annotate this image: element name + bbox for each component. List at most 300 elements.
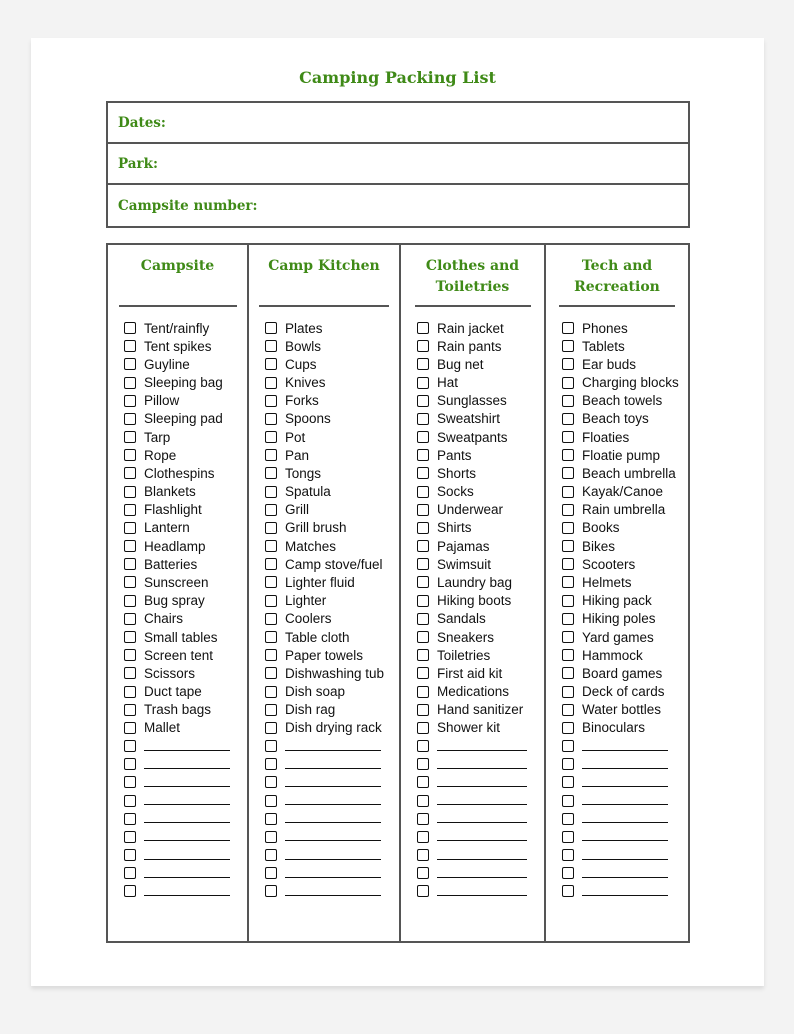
- checkbox[interactable]: [124, 558, 136, 570]
- checklist-item-label: Blankets: [144, 484, 196, 500]
- checklist-item-label: Mallet: [144, 720, 181, 736]
- checkbox[interactable]: [562, 885, 574, 897]
- blank-write-in-line[interactable]: [285, 804, 381, 805]
- checklist-item: [562, 464, 676, 482]
- checklist-item-label: Hand sanitizer: [437, 702, 524, 718]
- checkbox[interactable]: [124, 467, 136, 479]
- checklist-item-label: Charging blocks: [582, 375, 679, 391]
- checklist-item: [417, 337, 528, 355]
- campsite-number-field[interactable]: Campsite number:: [118, 197, 258, 214]
- checkbox[interactable]: [124, 449, 136, 461]
- checkbox[interactable]: [417, 831, 429, 843]
- checkbox[interactable]: [265, 631, 277, 643]
- checkbox[interactable]: [417, 449, 429, 461]
- checkbox[interactable]: [562, 595, 574, 607]
- checkbox[interactable]: [124, 795, 136, 807]
- blank-checklist-item: [562, 846, 670, 864]
- checklist-item: [562, 646, 670, 664]
- checklist-item-label: Tongs: [285, 465, 322, 481]
- checkbox[interactable]: [265, 358, 277, 370]
- checklist-item: [417, 446, 528, 464]
- checklist-item: [265, 537, 381, 555]
- checkbox[interactable]: [265, 413, 277, 425]
- checklist-item-label: Batteries: [144, 556, 198, 572]
- checklist-item-label: Lantern: [144, 520, 190, 536]
- checklist-item-label: Kayak/Canoe: [582, 484, 664, 500]
- checkbox[interactable]: [417, 867, 429, 879]
- checklist-item: [265, 319, 381, 337]
- checklist-item-label: Camp stove/fuel: [285, 556, 383, 572]
- checklist-item-label: Tarp: [144, 429, 171, 445]
- blank-checklist-item: [417, 846, 528, 864]
- checkbox[interactable]: [265, 522, 277, 534]
- blank-write-in-line[interactable]: [437, 786, 527, 787]
- checkbox[interactable]: [417, 340, 429, 352]
- checkbox[interactable]: [265, 395, 277, 407]
- blank-checklist-item: [124, 737, 231, 755]
- blank-write-in-line[interactable]: [285, 877, 381, 878]
- checkbox[interactable]: [124, 758, 136, 770]
- checkbox[interactable]: [265, 340, 277, 352]
- checkbox[interactable]: [265, 722, 277, 734]
- column-heading: Tech and Recreation: [559, 245, 675, 307]
- checklist-item: [124, 446, 231, 464]
- checkbox[interactable]: [417, 486, 429, 498]
- checklist-item: [417, 646, 528, 664]
- checkbox[interactable]: [265, 740, 277, 752]
- checkbox[interactable]: [124, 413, 136, 425]
- checklist-item-label: Headlamp: [144, 538, 206, 554]
- checkbox[interactable]: [417, 776, 429, 788]
- blank-write-in-line[interactable]: [582, 895, 668, 896]
- checkbox[interactable]: [265, 758, 277, 770]
- checklist-item: [562, 664, 670, 682]
- checkbox[interactable]: [265, 540, 277, 552]
- checkbox[interactable]: [562, 540, 574, 552]
- checkbox[interactable]: [562, 522, 574, 534]
- checkbox[interactable]: [124, 631, 136, 643]
- column-clothes-toiletries: [399, 245, 544, 941]
- blank-write-in-line[interactable]: [285, 840, 381, 841]
- checkbox[interactable]: [562, 431, 574, 443]
- checkbox[interactable]: [124, 722, 136, 734]
- checklist-item-label: Tablets: [582, 338, 625, 354]
- checklist-item: [124, 573, 231, 591]
- checkbox[interactable]: [562, 504, 574, 516]
- checkbox[interactable]: [265, 813, 277, 825]
- checkbox[interactable]: [562, 558, 574, 570]
- checkbox[interactable]: [417, 686, 429, 698]
- checklist-item: [417, 428, 528, 446]
- blank-checklist-item: [265, 864, 381, 882]
- checkbox[interactable]: [562, 413, 574, 425]
- checklist-item-label: Paper towels: [285, 647, 364, 663]
- checklist-item-label: Pants: [437, 447, 472, 463]
- checkbox[interactable]: [265, 704, 277, 716]
- checklist-item-label: Tent/rainfly: [144, 320, 210, 336]
- checklist-item-label: Phones: [582, 320, 628, 336]
- checkbox[interactable]: [417, 722, 429, 734]
- checkbox[interactable]: [265, 486, 277, 498]
- checklist-item-label: Rain pants: [437, 338, 502, 354]
- checkbox[interactable]: [124, 358, 136, 370]
- checkbox[interactable]: [562, 631, 574, 643]
- blank-checklist-item: [562, 737, 670, 755]
- checklist-item-label: Bowls: [285, 338, 322, 354]
- checklist-item: [124, 374, 231, 392]
- checkbox[interactable]: [265, 431, 277, 443]
- checkbox[interactable]: [562, 576, 574, 588]
- blank-write-in-line[interactable]: [144, 768, 230, 769]
- checklist-item: [124, 555, 231, 573]
- checkbox[interactable]: [562, 467, 574, 479]
- trip-info-table: [106, 101, 690, 228]
- checklist-item-label: Yard games: [582, 629, 654, 645]
- checkbox[interactable]: [417, 413, 429, 425]
- checkbox[interactable]: [562, 358, 574, 370]
- checkbox[interactable]: [417, 613, 429, 625]
- blank-write-in-line[interactable]: [144, 859, 230, 860]
- checkbox[interactable]: [265, 576, 277, 588]
- checkbox[interactable]: [265, 558, 277, 570]
- column-tech-recreation: [544, 245, 688, 941]
- checkbox[interactable]: [124, 540, 136, 552]
- checklist-item-label: Trash bags: [144, 702, 212, 718]
- checklist-item-label: Bikes: [582, 538, 616, 554]
- checklist-item: [562, 355, 670, 373]
- blank-checklist-item: [124, 846, 231, 864]
- checkbox[interactable]: [124, 504, 136, 516]
- checklist-item-label: Pan: [285, 447, 310, 463]
- checklist-item: [562, 610, 670, 628]
- checkbox[interactable]: [417, 758, 429, 770]
- checklist-item: [124, 664, 231, 682]
- checkbox[interactable]: [124, 849, 136, 861]
- checklist-item-label: Table cloth: [285, 629, 350, 645]
- blank-checklist-item: [265, 737, 381, 755]
- checklist-item-label: Beach umbrella: [582, 465, 676, 481]
- blank-checklist-item: [265, 773, 381, 791]
- checklist-item: [562, 483, 670, 501]
- blank-write-in-line[interactable]: [582, 822, 668, 823]
- column-campsite: [108, 245, 247, 941]
- blank-write-in-line[interactable]: [144, 877, 230, 878]
- checkbox[interactable]: [417, 667, 429, 679]
- checkbox[interactable]: [124, 831, 136, 843]
- blank-write-in-line[interactable]: [144, 786, 230, 787]
- blank-write-in-line[interactable]: [437, 804, 527, 805]
- column-heading: Campsite: [119, 245, 237, 307]
- blank-write-in-line[interactable]: [582, 840, 668, 841]
- checklist-item: [265, 701, 381, 719]
- blank-write-in-line[interactable]: [144, 895, 230, 896]
- checklist-item-label: Plates: [285, 320, 323, 336]
- checkbox[interactable]: [562, 704, 574, 716]
- checkbox[interactable]: [124, 667, 136, 679]
- checkbox[interactable]: [265, 377, 277, 389]
- blank-write-in-line[interactable]: [437, 877, 527, 878]
- dates-field[interactable]: Dates:: [108, 103, 688, 144]
- checklist-item: [417, 719, 528, 737]
- checklist-item-label: Shower kit: [437, 720, 501, 736]
- checklist-item-label: Grill: [285, 502, 309, 518]
- checklist-item: [562, 501, 670, 519]
- blank-write-in-line[interactable]: [437, 750, 527, 751]
- blank-write-in-line[interactable]: [582, 750, 668, 751]
- blank-write-in-line[interactable]: [285, 768, 381, 769]
- checkbox[interactable]: [124, 740, 136, 752]
- blank-write-in-line[interactable]: [285, 859, 381, 860]
- checkbox[interactable]: [124, 704, 136, 716]
- column-heading: Clothes and Toiletries: [415, 245, 531, 307]
- checkbox[interactable]: [124, 486, 136, 498]
- blank-write-in-line[interactable]: [582, 768, 668, 769]
- checklist-item: [124, 337, 231, 355]
- blank-checklist-item: [562, 828, 670, 846]
- checklist-item: [265, 628, 381, 646]
- blank-checklist-item: [417, 864, 528, 882]
- blank-write-in-line[interactable]: [144, 750, 230, 751]
- checklist-item-label: Matches: [285, 538, 337, 554]
- checkbox[interactable]: [562, 322, 574, 334]
- checkbox[interactable]: [417, 467, 429, 479]
- blank-checklist-item: [417, 755, 528, 773]
- checkbox[interactable]: [562, 849, 574, 861]
- checkbox[interactable]: [417, 377, 429, 389]
- checkbox[interactable]: [562, 613, 574, 625]
- checklist-item-label: Sneakers: [437, 629, 495, 645]
- checkbox[interactable]: [417, 395, 429, 407]
- blank-write-in-line[interactable]: [582, 859, 668, 860]
- checklist-item: [265, 664, 385, 682]
- blank-write-in-line[interactable]: [285, 895, 381, 896]
- checkbox[interactable]: [562, 813, 574, 825]
- checkbox[interactable]: [265, 595, 277, 607]
- checkbox[interactable]: [562, 649, 574, 661]
- checklist-item: [417, 592, 528, 610]
- checkbox[interactable]: [562, 340, 574, 352]
- checklist-item: [417, 374, 528, 392]
- checklist-item-label: Binoculars: [582, 720, 646, 736]
- checklist-item-label: Rain umbrella: [582, 502, 666, 518]
- checkbox[interactable]: [562, 740, 574, 752]
- checklist-item: [417, 319, 528, 337]
- checkbox[interactable]: [265, 885, 277, 897]
- checkbox[interactable]: [417, 322, 429, 334]
- checklist-item: [562, 573, 670, 591]
- checklist-item-label: Coolers: [285, 611, 332, 627]
- blank-write-in-line[interactable]: [582, 877, 668, 878]
- checklist-item: [562, 555, 670, 573]
- checkbox[interactable]: [562, 867, 574, 879]
- checkbox[interactable]: [265, 467, 277, 479]
- checkbox[interactable]: [417, 795, 429, 807]
- checkbox[interactable]: [417, 595, 429, 607]
- checkbox[interactable]: [265, 686, 277, 698]
- checkbox[interactable]: [265, 613, 277, 625]
- checklist-item: [562, 446, 670, 464]
- blank-checklist-item: [265, 882, 381, 900]
- blank-write-in-line[interactable]: [437, 822, 527, 823]
- checklist-item-label: Beach toys: [582, 411, 649, 427]
- checklist-item-label: Flashlight: [144, 502, 202, 518]
- checkbox[interactable]: [562, 667, 574, 679]
- checklist-item-label: Rain jacket: [437, 320, 504, 336]
- checklist-item-label: Pajamas: [437, 538, 490, 554]
- checklist-item: [562, 519, 670, 537]
- checkbox[interactable]: [417, 431, 429, 443]
- checkbox[interactable]: [417, 704, 429, 716]
- checkbox[interactable]: [562, 395, 574, 407]
- packing-list-page: [31, 38, 764, 986]
- checkbox[interactable]: [562, 686, 574, 698]
- checklist-item: [417, 464, 528, 482]
- checkbox[interactable]: [417, 631, 429, 643]
- checklist-item: [124, 682, 231, 700]
- checkbox[interactable]: [562, 377, 574, 389]
- checklist-item: [124, 319, 231, 337]
- checkbox[interactable]: [265, 667, 277, 679]
- checkbox[interactable]: [265, 831, 277, 843]
- checklist-item: [417, 519, 528, 537]
- blank-write-in-line[interactable]: [437, 859, 527, 860]
- checkbox[interactable]: [265, 849, 277, 861]
- checklist-item-label: Pillow: [144, 393, 180, 409]
- park-field[interactable]: Park:: [108, 144, 688, 185]
- checklist-item-label: Hiking poles: [582, 611, 656, 627]
- blank-checklist-item: [417, 773, 528, 791]
- blank-write-in-line[interactable]: [582, 786, 668, 787]
- checklist-item-label: Tent spikes: [144, 338, 212, 354]
- checklist-item: [124, 628, 231, 646]
- blank-write-in-line[interactable]: [144, 822, 230, 823]
- checkbox[interactable]: [417, 885, 429, 897]
- checklist-item: [562, 337, 670, 355]
- checklist-item: [417, 664, 528, 682]
- checklist-item: [562, 592, 670, 610]
- checklist-item: [417, 410, 528, 428]
- checkbox[interactable]: [417, 649, 429, 661]
- checkbox[interactable]: [124, 776, 136, 788]
- checkbox[interactable]: [417, 540, 429, 552]
- blank-write-in-line[interactable]: [144, 840, 230, 841]
- blank-checklist-item: [265, 846, 381, 864]
- checklist-item: [417, 628, 528, 646]
- checklist-item: [562, 374, 679, 392]
- checkbox[interactable]: [124, 885, 136, 897]
- checkbox[interactable]: [265, 322, 277, 334]
- checkbox[interactable]: [124, 395, 136, 407]
- checklist-item: [124, 701, 231, 719]
- checklist-item-label: Spatula: [285, 484, 331, 500]
- blank-checklist-item: [265, 755, 381, 773]
- checkbox[interactable]: [562, 776, 574, 788]
- checkbox[interactable]: [124, 649, 136, 661]
- blank-checklist-item: [124, 791, 231, 809]
- checkbox[interactable]: [562, 831, 574, 843]
- checkbox[interactable]: [417, 558, 429, 570]
- checkbox[interactable]: [124, 377, 136, 389]
- checklist-item: [124, 646, 231, 664]
- checklist-item-label: Underwear: [437, 502, 504, 518]
- checklist-item: [265, 610, 381, 628]
- checkbox[interactable]: [124, 431, 136, 443]
- checklist-item: [124, 592, 231, 610]
- checkbox[interactable]: [265, 795, 277, 807]
- checkbox[interactable]: [417, 576, 429, 588]
- checklist-item-label: Guyline: [144, 356, 190, 372]
- blank-write-in-line[interactable]: [437, 840, 527, 841]
- checklist-item-label: Hiking pack: [582, 593, 652, 609]
- checkbox[interactable]: [562, 486, 574, 498]
- checkbox[interactable]: [124, 867, 136, 879]
- checkbox[interactable]: [265, 504, 277, 516]
- blank-write-in-line[interactable]: [144, 804, 230, 805]
- blank-write-in-line[interactable]: [437, 895, 527, 896]
- checklist-item: [417, 355, 528, 373]
- checkbox[interactable]: [124, 340, 136, 352]
- checklist-item: [124, 355, 231, 373]
- checkbox[interactable]: [124, 595, 136, 607]
- checkbox[interactable]: [417, 813, 429, 825]
- blank-checklist-item: [265, 828, 381, 846]
- blank-write-in-line[interactable]: [285, 822, 381, 823]
- checklist-item-label: Sleeping bag: [144, 375, 223, 391]
- checklist-item: [562, 628, 670, 646]
- blank-write-in-line[interactable]: [582, 804, 668, 805]
- checkbox[interactable]: [417, 849, 429, 861]
- checklist-item-label: Spoons: [285, 411, 331, 427]
- checklist-item-label: Bug spray: [144, 593, 205, 609]
- checkbox[interactable]: [562, 795, 574, 807]
- checkbox[interactable]: [265, 867, 277, 879]
- checkbox[interactable]: [562, 449, 574, 461]
- checkbox[interactable]: [417, 358, 429, 370]
- checkbox[interactable]: [265, 449, 277, 461]
- blank-write-in-line[interactable]: [285, 786, 381, 787]
- blank-checklist-item: [562, 791, 670, 809]
- checklist-item: [562, 428, 670, 446]
- checkbox[interactable]: [265, 776, 277, 788]
- checkbox[interactable]: [124, 686, 136, 698]
- checkbox[interactable]: [562, 722, 574, 734]
- blank-write-in-line[interactable]: [285, 750, 381, 751]
- checklist-item-label: Scissors: [144, 665, 196, 681]
- checklist-item: [417, 537, 528, 555]
- checkbox[interactable]: [124, 813, 136, 825]
- blank-write-in-line[interactable]: [437, 768, 527, 769]
- checklist-item: [562, 537, 670, 555]
- checkbox[interactable]: [265, 649, 277, 661]
- checklist-item-label: Knives: [285, 375, 326, 391]
- checkbox[interactable]: [124, 576, 136, 588]
- checklist-item: [562, 319, 670, 337]
- checkbox[interactable]: [124, 613, 136, 625]
- checklist-item: [417, 392, 528, 410]
- checkbox[interactable]: [417, 504, 429, 516]
- checkbox[interactable]: [124, 522, 136, 534]
- checkbox[interactable]: [562, 758, 574, 770]
- checklist-item: [265, 592, 381, 610]
- blank-checklist-item: [417, 810, 528, 828]
- checklist-item: [265, 428, 381, 446]
- checkbox[interactable]: [124, 322, 136, 334]
- checklist-item: [124, 501, 231, 519]
- checkbox[interactable]: [417, 522, 429, 534]
- blank-checklist-item: [124, 755, 231, 773]
- checkbox[interactable]: [417, 740, 429, 752]
- checklist-item: [265, 501, 381, 519]
